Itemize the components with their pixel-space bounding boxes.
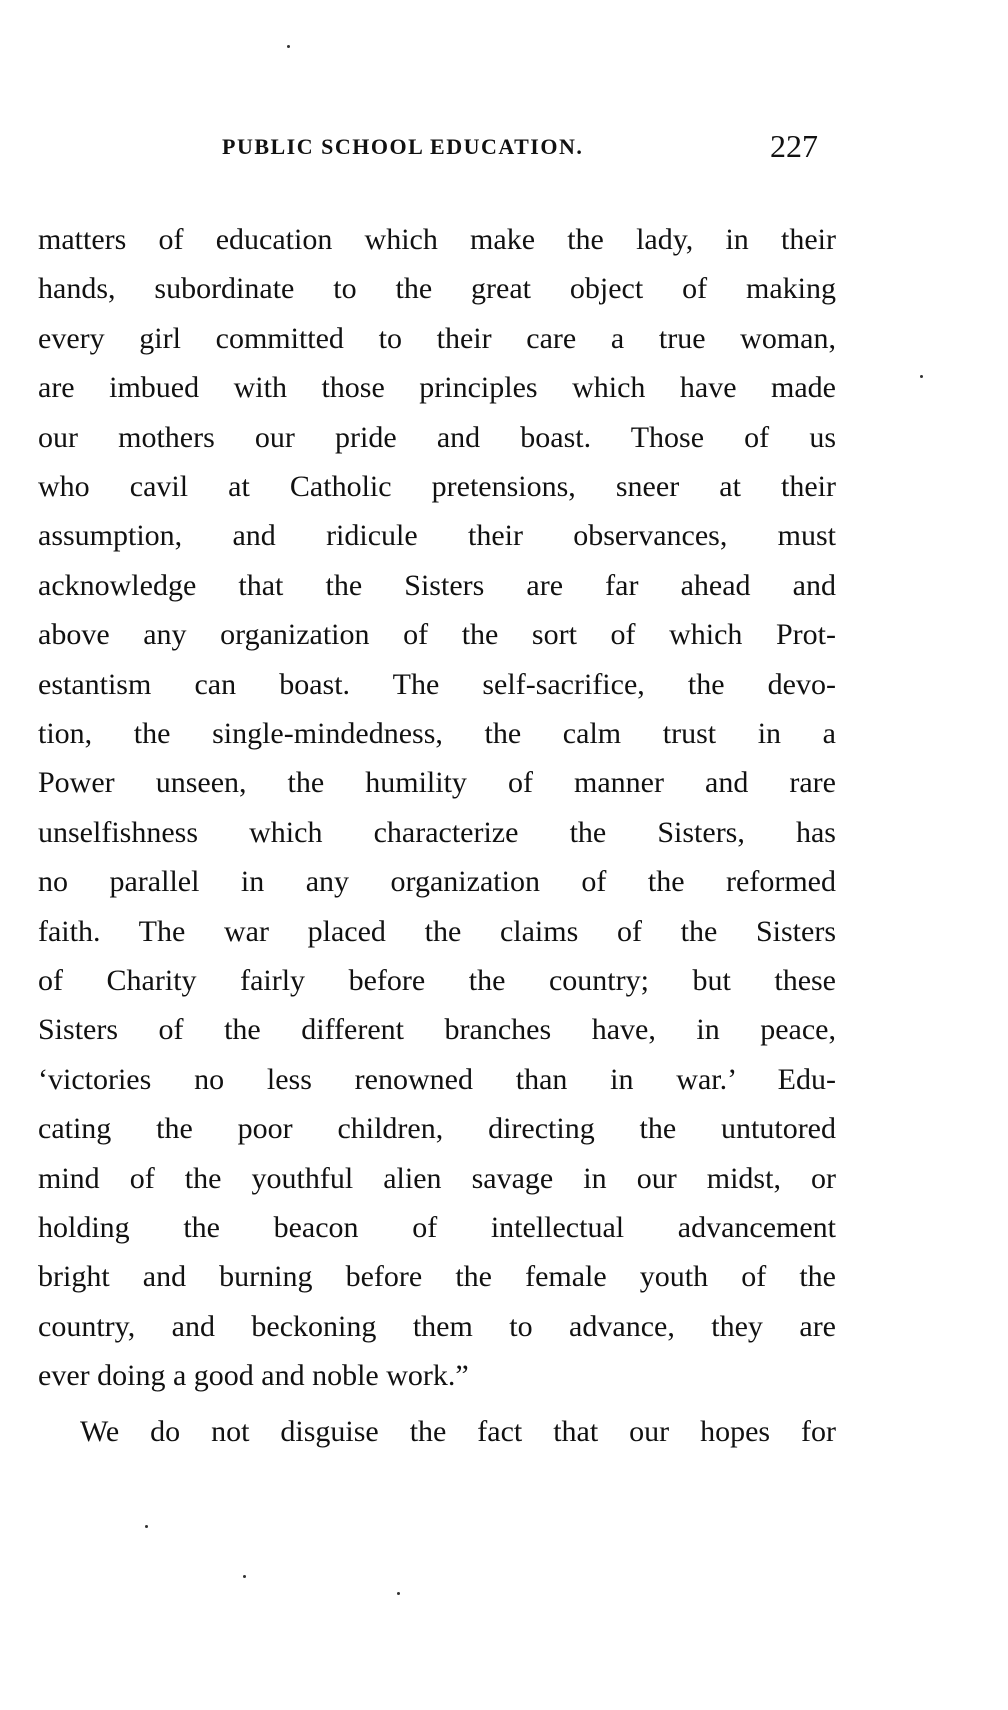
page-number: 227: [770, 128, 818, 164]
text-line: acknowledge that the Sisters are far ahead and: [38, 568, 836, 602]
text-line: are imbued with those principles which have made: [38, 371, 836, 405]
text-line: tion, the single-mindedness, the calm trust in a: [38, 717, 836, 750]
text-line: above any organization of the sort of which Prot-: [38, 618, 836, 652]
text-line: who cavil at Catholic pretensions, sneer at their: [38, 470, 836, 503]
text-line: ‘victories no less renowned than in war.’ Edu-: [38, 1062, 836, 1096]
text-line: every girl committed to their care a true woman,: [38, 321, 836, 355]
text-line: our mothers our pride and boast. Those of us: [38, 420, 836, 454]
text-line: assumption, and ridicule their observances, must: [38, 519, 836, 553]
running-title: PUBLIC SCHOOL EDUCATION.: [222, 134, 584, 159]
running-header: [0, 128, 1008, 168]
text-line: Power unseen, the humility of manner and rare: [38, 766, 836, 800]
text-line: unselfishness which characterize the Sisters, has: [38, 815, 836, 849]
text-line: Sisters of the different branches have, in peace,: [38, 1013, 836, 1047]
text-line: of Charity fairly before the country; but these: [38, 964, 836, 997]
text-line: mind of the youthful alien savage in our midst, or: [38, 1161, 836, 1195]
text-line: hands, subordinate to the great object of making: [38, 272, 836, 306]
text-line: cating the poor children, directing the untutored: [38, 1112, 836, 1146]
text-line: country, and beckoning them to advance, they are: [38, 1309, 836, 1343]
text-line: ever doing a good and noble work.”: [38, 1359, 469, 1393]
text-line: matters of education which make the lady, in their: [38, 223, 836, 256]
scan-speck: [287, 45, 290, 48]
text-line: holding the beacon of intellectual advancement: [38, 1211, 836, 1244]
text-line: faith. The war placed the claims of the Sisters: [38, 914, 836, 948]
scan-speck: [920, 375, 923, 378]
text-line: estantism can boast. The self-sacrifice, the devo-: [38, 667, 836, 701]
scan-speck: [397, 1592, 400, 1595]
text-line: no parallel in any organization of the reformed: [38, 865, 836, 899]
text-line: We do not disguise the fact that our hopes for: [80, 1414, 836, 1448]
scan-speck: [145, 1525, 148, 1528]
scan-speck: [243, 1575, 246, 1578]
text-line: bright and burning before the female youth of the: [38, 1260, 836, 1294]
